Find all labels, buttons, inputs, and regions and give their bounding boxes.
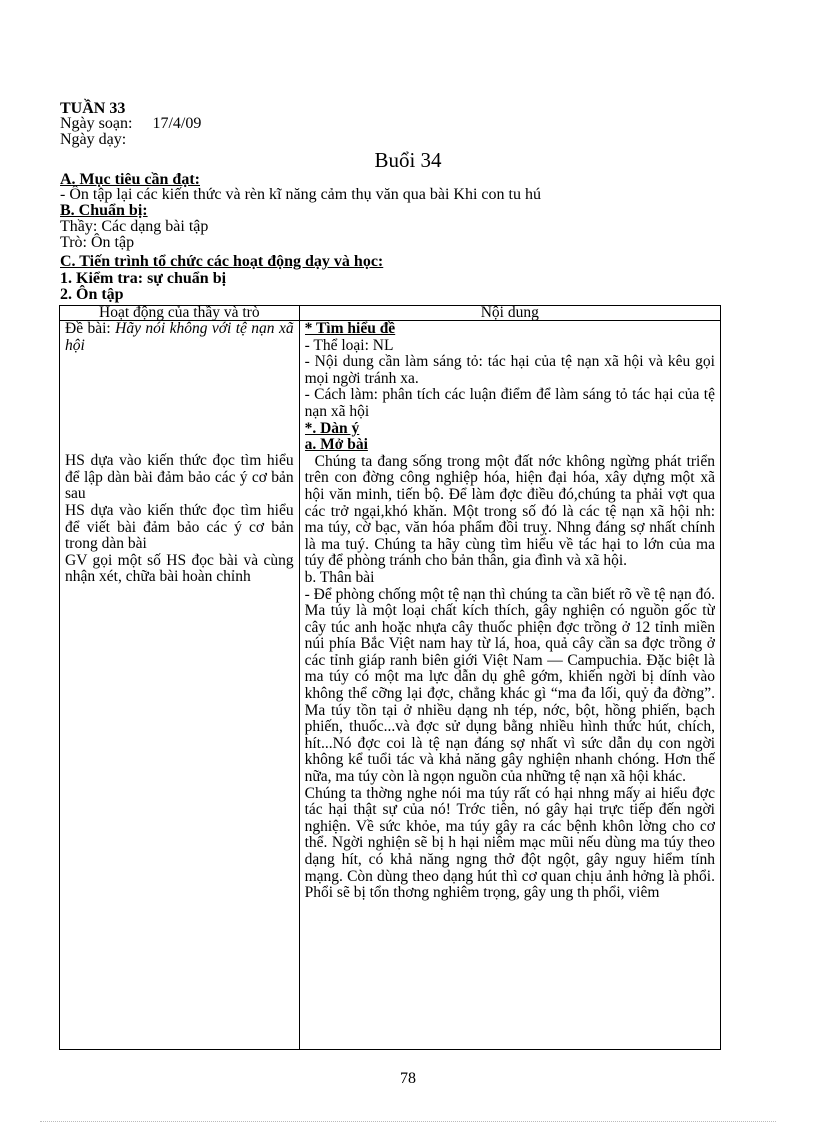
page-number: 78 — [400, 1070, 416, 1087]
outline-heading: *. Dàn ý — [304, 419, 360, 437]
session-title: Buổi 34 — [374, 148, 442, 172]
col-content-header: Nội dung — [299, 306, 720, 321]
col-activities-header: Hoạt động của thầy và trò — [60, 306, 300, 321]
page-footer-divider — [40, 1121, 776, 1122]
intro-paragraph: Chúng ta đang sống trong một đất nớc không ngừng phát triển trên con đờng công nghiệp hóa, hiện đại hóa, xây dựng một xã hội văn minh, tiến bộ. Để làm đợc điều đó,chúng ta phải vợt qua các trở ngại,khó khăn. Một trong số đó là các tệ nạn xã hội nh: ma túy, cờ bạc, văn hóa phẩm đồi truỵ. Nhng đáng sợ nhất chính là ma tuý. Chúng ta hãy cùng tìm hiểu về tác hại to lớn của ma túy để phòng tránh cho bản thân, gia đình và xã hội. — [304, 452, 715, 570]
content-cell — [299, 321, 720, 1050]
prep-date-label: Ngày soạn: — [60, 115, 133, 132]
section-a-text: - Ôn tập lại các kiến thức và rèn kĩ năng cảm thụ văn qua bài Khi con tu hú — [60, 186, 541, 203]
table-header-row — [60, 306, 721, 321]
method-line: - Cách làm: phân tích các luận điểm để làm sáng tỏ tác hại của tệ nạn xã hội — [304, 386, 715, 420]
lesson-table — [59, 305, 721, 1050]
section-b-heading: B. Chuẩn bị: — [60, 202, 148, 219]
section-a-heading: A. Mục tiêu cần đạt: — [60, 171, 200, 188]
activity-writing: HS dựa vào kiến thức đọc tìm hiểu để viết bài đảm bảo các ý cơ bản trong dàn bài — [65, 501, 294, 553]
intro-heading: a. Mở bài — [304, 436, 368, 454]
table-body-row — [60, 321, 721, 1050]
teacher-prep: Thầy: Các dạng bài tập — [60, 218, 209, 235]
section-c-item1: 1. Kiểm tra: sự chuẩn bị — [60, 270, 227, 287]
prep-date-value: 17/4/09 — [152, 115, 202, 132]
body-paragraph-2: Chúng ta thờng nghe nói ma túy rất có hại nhng mấy ai hiểu đợc tác hại thật sự của nó! Trớc tiên, nó gây hại trực tiếp đến ngời nghiện. Về sức khỏe, ma túy gây ra các bệnh khôn lờng cho cơ thể. Ngời nghiện sẽ bị h hại niêm mạc mũi nếu dùng ma túy theo dạng hít, có khả năng ngng thở đột ngột, gây nguy hiểm tính mạng. Còn dùng theo dạng hút thì cơ quan chịu ảnh hởng là phổi. Phổi sẽ bị tổn thơng nghiêm trọng, gây ung th phổi, viêm — [304, 784, 715, 902]
student-prep: Trò: Ôn tập — [60, 234, 135, 251]
week-label: TUẦN 33 — [60, 100, 126, 117]
activity-review: GV gọi một số HS đọc bài và cùng nhận xét, chữa bài hoàn chỉnh — [65, 551, 294, 586]
topic-title: Hãy nói không với tệ nạn xã hội — [65, 321, 294, 354]
section-c-item2: 2. Ôn tập — [60, 286, 124, 303]
activity-outline: HS dựa vào kiến thức đọc tìm hiểu để lập dàn bài đảm bảo các ý cơ bản sau — [65, 452, 294, 503]
activities-cell — [60, 321, 300, 1050]
prep-date-line — [60, 116, 201, 132]
body-paragraph-1: - Để phòng chống một tệ nạn thì chúng ta cần biết rõ về tệ nạn đó. Ma túy là một loại chất kích thích, gây nghiện có nguồn gốc từ cây túc anh hoặc nhựa cây thuốc phiện đợc trồng ở 12 tỉnh miền núi phía Bắc Việt nam hay từ lá, hoa, quả cây cần sa đợc trồng ở các tỉnh giáp ranh biên giới Việt Nam — Campuchia. Đặc biệt là ma túy có một ma lực dẫn dụ ghê gớm, khiến ngời bị dính vào không thể cỡng lại đợc, chẳng khác gì “ma đa lối, quỷ đa đờng”. Ma túy tồn tại ở nhiều dạng nh tép, nớc, bột, hồng phiến, bạch phiến, thuốc...và đợc sử dụng bằng nhiều hình thức hút, chích, hít...Nó đợc coi là tệ nạn đáng sợ nhất vì sức dẫn dụ con ngời không kể tuổi tác và khả năng gây nghiện nhanh chóng. Hơn thế nữa, ma túy còn là ngọn nguồn của những tệ nạn xã hội khác. — [304, 585, 715, 786]
teach-date-label: Ngày dạy: — [60, 131, 127, 148]
genre-line: - Thể loại: NL — [304, 336, 394, 354]
topic-paragraph — [65, 321, 294, 354]
section-c-heading: C. Tiến trình tổ chức các hoạt động dạy và học: — [60, 253, 384, 270]
content-line: - Nội dung cần làm sáng tỏ: tác hại của tệ nạn xã hội và kêu gọi mọi ngời tránh xa. — [304, 353, 715, 387]
topic-label: Đề bài: — [65, 321, 116, 337]
analysis-heading: * Tìm hiểu đề — [304, 321, 396, 337]
body-heading: b. Thân bài — [304, 568, 375, 586]
